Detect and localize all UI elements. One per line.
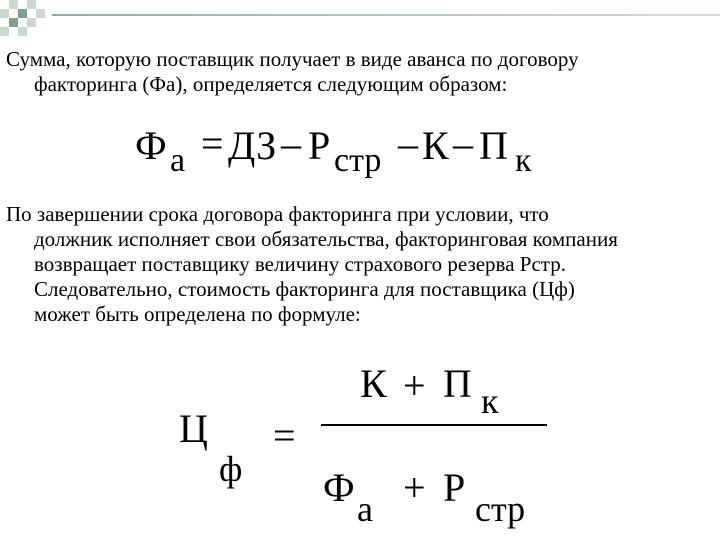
formula-subscript: стр	[334, 142, 382, 179]
formula-operator: =	[201, 121, 224, 166]
body-line: По завершении срока договора факторинга при условии, что	[6, 202, 549, 226]
formula-operator: +	[403, 465, 426, 510]
formula-operator: –	[398, 121, 418, 166]
formula-symbol: Ф	[135, 123, 167, 168]
deco-square	[9, 0, 18, 9]
intro-paragraph	[6, 47, 712, 97]
deco-square	[27, 18, 36, 27]
formula-symbol: К	[422, 123, 449, 168]
formula-symbol: П	[443, 361, 472, 406]
formula-symbol: П	[479, 123, 508, 168]
formula-symbol: К	[360, 361, 387, 406]
formula-subscript: стр	[475, 489, 526, 529]
body-line: может быть определена по формуле:	[34, 302, 361, 326]
intro-line: факторинга (Фа), определяется следующим образом:	[34, 72, 508, 96]
deco-square	[36, 9, 45, 18]
factoring-cost-formula	[175, 360, 565, 535]
formula-symbol: Р	[443, 465, 466, 510]
formula-operator: –	[453, 121, 473, 166]
formula-symbol: Ц	[179, 406, 208, 451]
formula-subscript: а	[170, 142, 186, 179]
deco-square	[0, 9, 9, 18]
body-line: Следовательно, стоимость факторинга для поставщика (Цф)	[34, 277, 575, 301]
formula-operator: =	[273, 413, 296, 458]
formula-operator: –	[281, 121, 301, 166]
deco-square	[18, 9, 27, 18]
formula-symbol: Р	[308, 123, 331, 168]
formula-subscript: к	[515, 142, 532, 179]
body-line: возвращает поставщику величину страхового резерва Рстр.	[34, 252, 566, 276]
decorative-header	[0, 0, 720, 40]
formula-symbol: ДЗ	[228, 123, 277, 168]
deco-line	[52, 14, 720, 16]
body-paragraph	[6, 202, 712, 327]
advance-formula	[135, 122, 575, 182]
formula-symbol: Ф	[323, 465, 355, 510]
deco-square	[0, 27, 9, 36]
deco-square	[18, 27, 27, 36]
formula-subscript: ф	[219, 449, 243, 489]
formula-subscript: к	[481, 381, 499, 421]
formula-operator: +	[403, 363, 426, 408]
fraction-bar	[321, 424, 547, 426]
body-line: должник исполняет свои обязательства, факторинговая компания	[34, 227, 618, 251]
deco-square	[27, 0, 36, 9]
intro-line: Сумма, которую поставщик получает в виде аванса по договору	[6, 47, 579, 71]
formula-subscript: а	[357, 489, 373, 529]
deco-square	[9, 18, 18, 27]
